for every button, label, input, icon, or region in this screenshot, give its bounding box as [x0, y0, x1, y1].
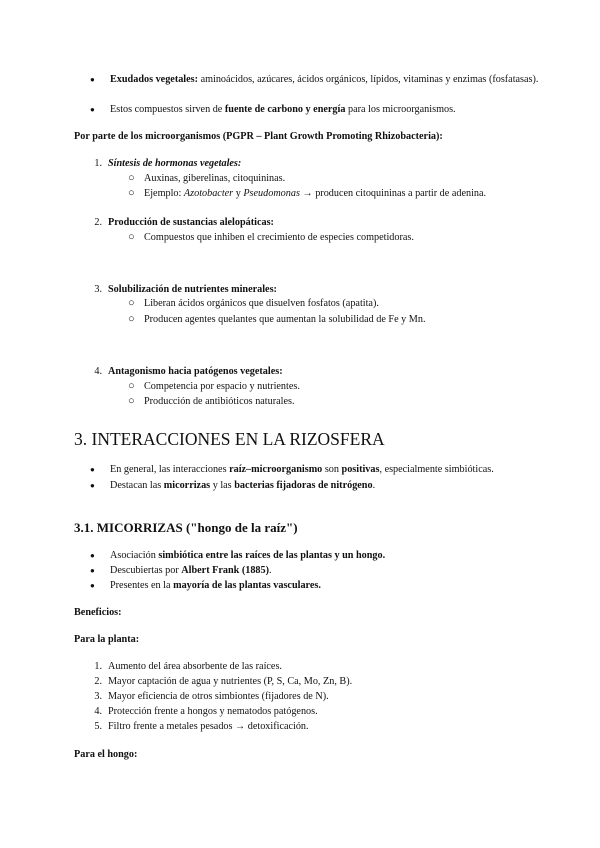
bullet-icon: ●: [90, 75, 95, 84]
list-item: ● Exudados vegetales: aminoácidos, azúcares, ácidos orgánicos, lípidos, vitaminas y enzimas (fosfatasas).: [90, 74, 539, 85]
sub-list-item: ○ Liberan ácidos orgánicos que disuelven fosfatos (apatita).: [128, 297, 379, 309]
para-hongo-label: Para el hongo:: [74, 749, 138, 760]
sub-list-item: ○ Ejemplo: Azotobacter y Pseudomonas → producen citoquininas a partir de adenina.: [128, 187, 487, 199]
circle-bullet-icon: ○: [128, 187, 135, 199]
numbered-item: 2. Mayor captación de agua y nutrientes (P, S, Ca, Mo, Zn, B).: [94, 676, 353, 687]
sub-list-item: ○ Competencia por espacio y nutrientes.: [128, 380, 300, 392]
numbered-item: 3. Mayor eficiencia de otros simbiontes (fijadores de N).: [94, 691, 329, 702]
bullet-icon: ●: [90, 551, 95, 560]
numbered-item: 1. Aumento del área absorbente de las raíces.: [94, 661, 282, 672]
bullet-icon: ●: [90, 481, 95, 490]
circle-bullet-icon: ○: [128, 172, 135, 184]
circle-bullet-icon: ○: [128, 395, 135, 407]
numbered-item: 2. Producción de sustancias alelopáticas:: [94, 217, 274, 228]
numbered-item: 4. Antagonismo hacia patógenos vegetales:: [94, 366, 283, 377]
list-item: ● Presentes en la mayoría de las plantas vasculares.: [90, 580, 321, 591]
list-item: ● En general, las interacciones raíz–microorganismo son positivas, especialmente simbióticas.: [90, 464, 494, 475]
section-title: 3. INTERACCIONES EN LA RIZOSFERA: [74, 429, 385, 449]
bullet-icon: ●: [90, 566, 95, 575]
subsection-title: 3.1. MICORRIZAS ("hongo de la raíz"): [74, 520, 298, 535]
sub-list-item: ○ Producción de antibióticos naturales.: [128, 395, 295, 407]
list-item: ● Descubiertas por Albert Frank (1885).: [90, 565, 272, 576]
bullet-icon: ●: [90, 581, 95, 590]
numbered-item: 1. Síntesis de hormonas vegetales:: [94, 158, 242, 169]
sub-list-item: ○ Auxinas, giberelinas, citoquininas.: [128, 172, 286, 184]
list-item: ● Asociación simbiótica entre las raíces de las plantas y un hongo.: [90, 550, 386, 561]
bullet-icon: ●: [90, 105, 95, 114]
circle-bullet-icon: ○: [128, 231, 135, 243]
bullet-icon: ●: [90, 465, 95, 474]
circle-bullet-icon: ○: [128, 313, 135, 325]
circle-bullet-icon: ○: [128, 297, 135, 309]
numbered-item: 4. Protección frente a hongos y nematodos patógenos.: [94, 706, 318, 717]
list-item: ● Destacan las micorrizas y las bacterias fijadoras de nitrógeno.: [90, 480, 376, 491]
sub-list-item: ○ Producen agentes quelantes que aumentan la solubilidad de Fe y Mn.: [128, 313, 426, 325]
section-heading: Por parte de los microorganismos (PGPR – Plant Growth Promoting Rhizobacteria):: [74, 131, 443, 142]
sub-list-item: ○ Compuestos que inhiben el crecimiento de especies competidoras.: [128, 231, 414, 243]
circle-bullet-icon: ○: [128, 380, 135, 392]
list-item: ● Estos compuestos sirven de fuente de carbono y energía para los microorganismos.: [90, 104, 456, 115]
beneficios-label: Beneficios:: [74, 607, 122, 618]
para-planta-label: Para la planta:: [74, 634, 140, 645]
numbered-item: 3. Solubilización de nutrientes minerales:: [94, 284, 277, 295]
numbered-item: 5. Filtro frente a metales pesados → detoxificación.: [94, 721, 309, 732]
